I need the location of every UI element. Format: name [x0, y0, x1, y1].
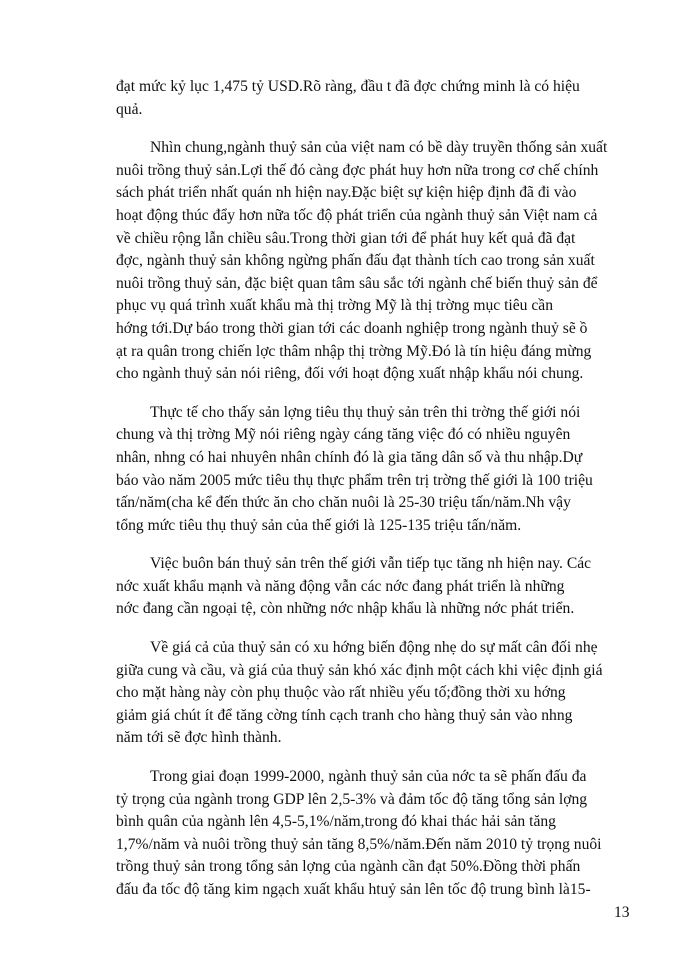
text-line: chung và thị trờng Mỹ nói riêng ngày cáng tăng việc đó có nhiều nguyên [116, 426, 571, 444]
text-line: đạt mức kỷ lục 1,475 tỷ USD.Rõ ràng, đầu t đã đợc chứng minh là có hiệu [116, 78, 580, 95]
text-line: đợc, ngành thuỷ sản không ngừng phấn đấu đạt thành tích cao trong sản xuất [116, 252, 595, 270]
text-line: nhân, nhng có hai nhuyên nhân chính đó là gia tăng dân số và thu nhập.Dự [116, 448, 583, 466]
text-line: nuôi trồng thuỷ sản.Lợi thế đó càng đợc phát huy hơn nữa trong cơ chế chính [116, 161, 599, 179]
paragraph-2 [116, 137, 638, 386]
text-line: giữa cung và cầu, và giá của thuỷ sản khó xác định một cách khi việc định giá [116, 661, 603, 679]
paragraph-3 [116, 402, 638, 538]
text-line: bình quân của ngành lên 4,5-5,1%/năm,trong đó khai thác hải sản tăng [116, 813, 556, 831]
text-line: nuôi trồng thuỷ sản, đặc biệt quan tâm sâu sắc tới ngành chế biến thuỷ sản để [116, 274, 598, 292]
text-line: quả. [116, 100, 143, 118]
text-line: cho mặt hàng này còn phụ thuộc vào rất nhiều yếu tố;đồng thời xu hớng [116, 684, 566, 702]
page-number: 13 [614, 904, 630, 921]
paragraph-6 [116, 766, 638, 902]
text-line: Việc buôn bán thuỷ sản trên thế giới vẫn tiếp tục tăng nh hiện nay. Các [150, 555, 592, 573]
text-line: hoạt động thúc đẩy hơn nữa tốc độ phát triển của ngành thuỷ sản Việt nam cả [116, 206, 598, 224]
text-line: cho ngành thuỷ sản nói riêng, đối với hoạt động xuất nhập khẩu nói chung. [116, 365, 584, 383]
paragraph-4 [116, 553, 638, 621]
text-line: trồng thuỷ sản trong tổng sản lợng của ngành cần đạt 50%.Đồng thời phấn [116, 858, 581, 876]
text-line: Trong giai đoạn 1999-2000, ngành thuỷ sản của nớc ta sẽ phấn đấu đa [150, 768, 587, 786]
text-line: nớc xuất khẩu mạnh và năng động vẫn các nớc đang phát triển là những [116, 577, 565, 595]
text-line: hớng tới.Dự báo trong thời gian tới các doanh nghiệp trong ngành thuỷ sẽ ồ [116, 319, 588, 337]
text-line: năm tới sẽ đợc hình thành. [116, 729, 282, 747]
text-line: Thực tế cho thấy sản lợng tiêu thụ thuỷ sản trên thi trờng thế giới nói [150, 403, 581, 421]
text-line: báo vào năm 2005 mức tiêu thụ thực phẩm trên trị trờng thế giới là 100 triệu [116, 471, 593, 489]
text-line: Nhìn chung,ngành thuỷ sản của việt nam có bề dày truyền thống sản xuất [150, 139, 608, 157]
text-line: nớc đang cần ngoại tệ, còn những nớc nhập khẩu là những nớc phát triển. [116, 600, 575, 618]
paragraph-1 [116, 76, 638, 121]
text-line: giảm giá chút ít để tăng cờng tính cạch tranh cho hàng thuỷ sản vào nhng [116, 706, 573, 724]
text-line: 1,7%/năm và nuôi trồng thuỷ sản tăng 8,5%/năm.Đến năm 2010 tỷ trọng nuôi [116, 835, 602, 853]
text-line: phục vụ quá trình xuất khẩu mà thị trờng Mỹ là thị trờng mục tiêu cần [116, 297, 553, 315]
text-line: đấu đa tốc độ tăng kim ngạch xuất khẩu htuỷ sản lên tốc độ trung bình là15- [116, 881, 591, 898]
text-line: về chiều rộng lẫn chiều sâu.Trong thời gian tới để phát huy kết quả đã đạt [116, 229, 576, 247]
text-line: tỷ trọng của ngành trong GDP lên 2,5-3% và đảm tốc độ tăng tổng sản lợng [116, 790, 588, 808]
paragraph-5 [116, 637, 638, 750]
document-body [116, 76, 638, 918]
text-line: ạt ra quân trong chiến lợc thâm nhập thị trờng Mỹ.Đó là tín hiệu đáng mừng [116, 342, 592, 360]
text-line: tổng mức tiêu thụ thuỷ sản của thế giới là 125-135 triệu tấn/năm. [116, 516, 522, 534]
text-line: sách phát triển nhất quán nh hiện nay.Đặc biệt sự kiện hiệp định đã đi vào [116, 184, 577, 202]
text-line: Về giá cả của thuỷ sản có xu hớng biến động nhẹ do sự mất cân đối nhẹ [150, 639, 598, 657]
text-line: tấn/năm(cha kể đến thức ăn cho chăn nuôi là 25-30 triệu tấn/năm.Nh vậy [116, 494, 571, 512]
